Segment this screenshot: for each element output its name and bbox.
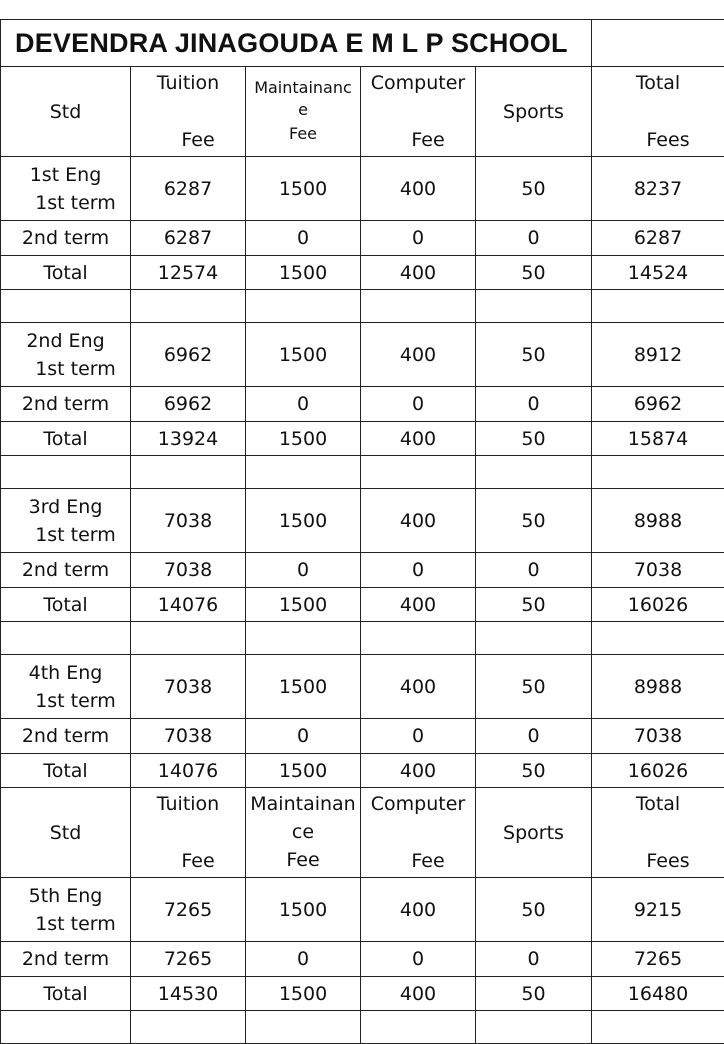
- total-cell: 6962: [592, 387, 724, 422]
- total-cell: 14524: [592, 256, 724, 290]
- sports-cell: 50: [476, 256, 592, 290]
- total-cell: 16480: [592, 977, 724, 1011]
- computer-cell: 400: [361, 754, 476, 788]
- total-cell: 7265: [592, 942, 724, 977]
- header-tuition-fee: Tuition Fee: [131, 67, 246, 157]
- table-row: [1, 977, 724, 1011]
- computer-cell: 400: [361, 489, 476, 553]
- header-total-fees: Total Fees: [592, 788, 724, 878]
- header-maintenance-fee: Maintainanc e Fee: [246, 67, 361, 157]
- header-computer-fee: Computer Fee: [361, 788, 476, 878]
- blank-row: [1, 1011, 724, 1044]
- blank-row: [1, 290, 724, 323]
- total-cell: 16026: [592, 588, 724, 622]
- maintenance-cell: 1500: [246, 157, 361, 221]
- std-cell: 2nd Eng 1st term: [1, 323, 131, 387]
- computer-cell: 400: [361, 588, 476, 622]
- sports-cell: 0: [476, 387, 592, 422]
- computer-cell: 0: [361, 221, 476, 256]
- table-row: [1, 754, 724, 788]
- computer-cell: 400: [361, 157, 476, 221]
- table-row: [1, 942, 724, 977]
- sports-cell: 50: [476, 422, 592, 456]
- table-row: [1, 489, 724, 553]
- title-blank-cell: [592, 20, 724, 67]
- sports-cell: 50: [476, 754, 592, 788]
- std-cell: 4th Eng 1st term: [1, 655, 131, 719]
- total-cell: 7038: [592, 719, 724, 754]
- sports-cell: 0: [476, 221, 592, 256]
- table-row: [1, 588, 724, 622]
- std-cell: 3rd Eng 1st term: [1, 489, 131, 553]
- std-cell: Total: [1, 256, 131, 290]
- total-cell: 6287: [592, 221, 724, 256]
- computer-cell: 400: [361, 977, 476, 1011]
- tuition-cell: 13924: [131, 422, 246, 456]
- total-cell: 8988: [592, 489, 724, 553]
- maintenance-cell: 1500: [246, 323, 361, 387]
- maintenance-cell: 0: [246, 719, 361, 754]
- maintenance-cell: 1500: [246, 256, 361, 290]
- sports-cell: 50: [476, 977, 592, 1011]
- table-row: [1, 221, 724, 256]
- maintenance-cell: 0: [246, 387, 361, 422]
- sports-cell: 50: [476, 588, 592, 622]
- total-cell: 8912: [592, 323, 724, 387]
- sports-cell: 50: [476, 323, 592, 387]
- tuition-cell: 7038: [131, 553, 246, 588]
- table-row: [1, 157, 724, 221]
- std-cell: 2nd term: [1, 719, 131, 754]
- maintenance-cell: 0: [246, 942, 361, 977]
- tuition-cell: 7038: [131, 489, 246, 553]
- tuition-cell: 14076: [131, 754, 246, 788]
- table-row: [1, 422, 724, 456]
- table-row: [1, 655, 724, 719]
- table-row: [1, 878, 724, 942]
- header-maintenance-fee: Maintainan ce Fee: [246, 788, 361, 878]
- total-cell: 8988: [592, 655, 724, 719]
- std-cell: 2nd term: [1, 387, 131, 422]
- computer-cell: 400: [361, 323, 476, 387]
- table-row: [1, 719, 724, 754]
- tuition-cell: 6962: [131, 323, 246, 387]
- sports-cell: 50: [476, 655, 592, 719]
- tuition-cell: 14530: [131, 977, 246, 1011]
- school-title: DEVENDRA JINAGOUDA E M L P SCHOOL: [1, 20, 592, 67]
- maintenance-cell: 0: [246, 553, 361, 588]
- header-std: Std: [1, 788, 131, 878]
- total-cell: 8237: [592, 157, 724, 221]
- table-row: [1, 387, 724, 422]
- computer-cell: 400: [361, 422, 476, 456]
- std-cell: 5th Eng 1st term: [1, 878, 131, 942]
- tuition-cell: 7265: [131, 942, 246, 977]
- title-row: [1, 20, 724, 67]
- total-cell: 15874: [592, 422, 724, 456]
- total-cell: 7038: [592, 553, 724, 588]
- computer-cell: 0: [361, 387, 476, 422]
- maintenance-cell: 1500: [246, 878, 361, 942]
- header-tuition-fee: Tuition Fee: [131, 788, 246, 878]
- maintenance-cell: 1500: [246, 977, 361, 1011]
- tuition-cell: 7038: [131, 655, 246, 719]
- header-sports: Sports: [476, 67, 592, 157]
- total-cell: 9215: [592, 878, 724, 942]
- tuition-cell: 12574: [131, 256, 246, 290]
- header-row-1: [1, 67, 724, 157]
- table-row: [1, 323, 724, 387]
- tuition-cell: 7038: [131, 719, 246, 754]
- header-std: Std: [1, 67, 131, 157]
- std-cell: 2nd term: [1, 553, 131, 588]
- std-cell: 2nd term: [1, 221, 131, 256]
- header-computer-fee: Computer Fee: [361, 67, 476, 157]
- computer-cell: 0: [361, 942, 476, 977]
- tuition-cell: 6287: [131, 221, 246, 256]
- maintenance-cell: 0: [246, 221, 361, 256]
- maintenance-cell: 1500: [246, 489, 361, 553]
- header-total-fees: Total Fees: [592, 67, 724, 157]
- tuition-cell: 6962: [131, 387, 246, 422]
- computer-cell: 400: [361, 878, 476, 942]
- std-cell: 2nd term: [1, 942, 131, 977]
- total-cell: 16026: [592, 754, 724, 788]
- sports-cell: 50: [476, 157, 592, 221]
- header-sports: Sports: [476, 788, 592, 878]
- sports-cell: 50: [476, 878, 592, 942]
- std-cell: Total: [1, 754, 131, 788]
- computer-cell: 400: [361, 256, 476, 290]
- std-cell: Total: [1, 588, 131, 622]
- table-row: [1, 256, 724, 290]
- computer-cell: 400: [361, 655, 476, 719]
- tuition-cell: 7265: [131, 878, 246, 942]
- computer-cell: 0: [361, 553, 476, 588]
- tuition-cell: 6287: [131, 157, 246, 221]
- blank-row: [1, 456, 724, 489]
- std-cell: Total: [1, 422, 131, 456]
- sports-cell: 50: [476, 489, 592, 553]
- tuition-cell: 14076: [131, 588, 246, 622]
- maintenance-cell: 1500: [246, 655, 361, 719]
- sports-cell: 0: [476, 553, 592, 588]
- table-row: [1, 553, 724, 588]
- std-cell: Total: [1, 977, 131, 1011]
- std-cell: 1st Eng 1st term: [1, 157, 131, 221]
- header-row-2: [1, 788, 724, 878]
- maintenance-cell: 1500: [246, 754, 361, 788]
- maintenance-cell: 1500: [246, 588, 361, 622]
- sports-cell: 0: [476, 942, 592, 977]
- computer-cell: 0: [361, 719, 476, 754]
- maintenance-cell: 1500: [246, 422, 361, 456]
- fee-table: [0, 19, 724, 1044]
- sports-cell: 0: [476, 719, 592, 754]
- blank-row: [1, 622, 724, 655]
